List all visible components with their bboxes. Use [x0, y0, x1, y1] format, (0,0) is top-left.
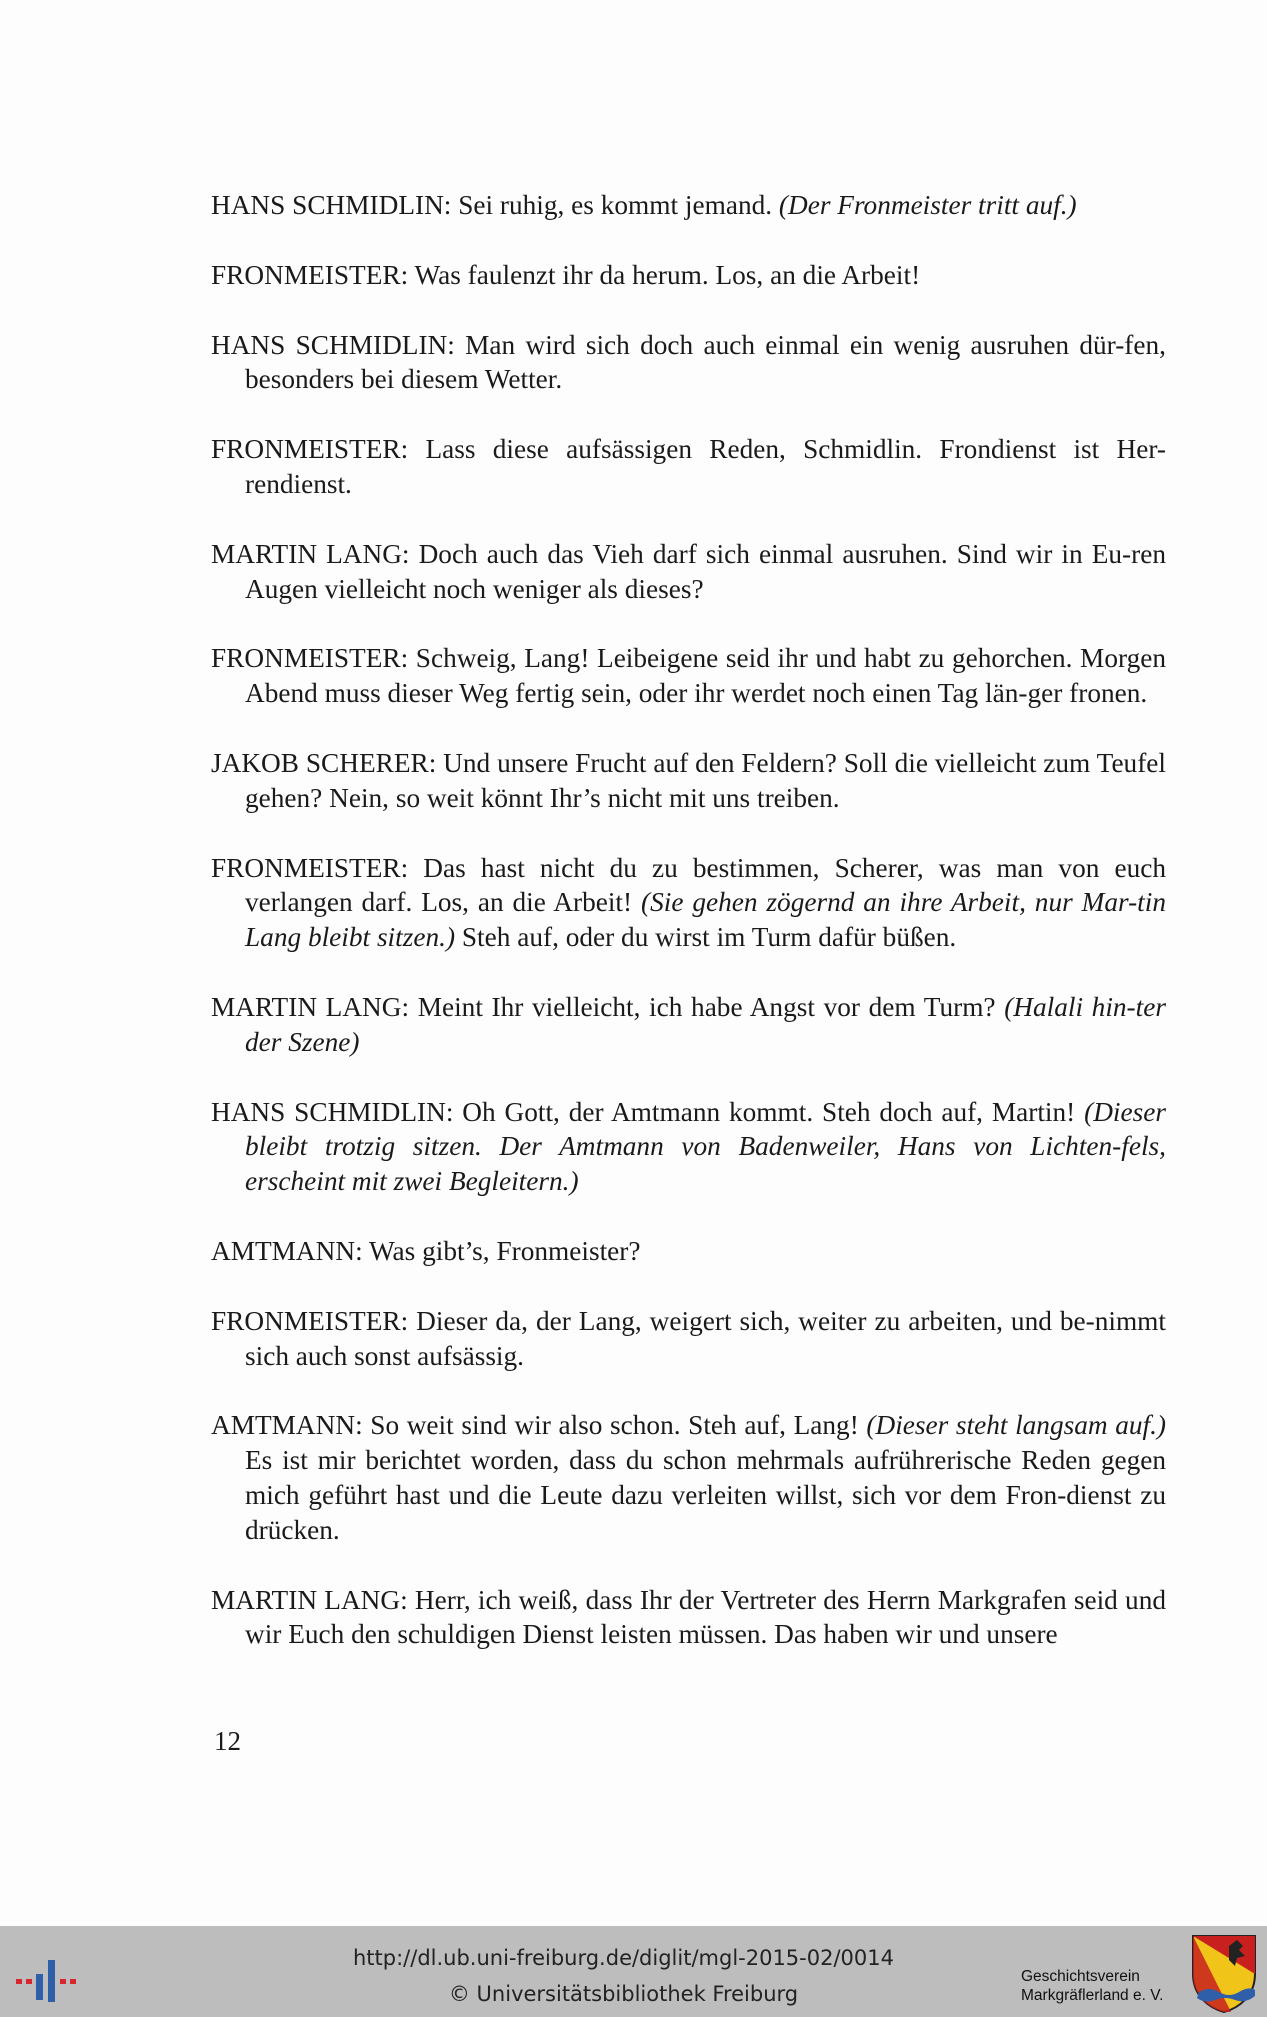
- society-name: [1021, 1967, 1163, 2005]
- stage-direction: (Der Fronmeister tritt auf.): [778, 190, 1077, 220]
- dialogue-text: FRONMEISTER: Schweig, Lang! Leibeigene seid ihr und habt zu gehorchen. Morgen Abend muss dieser Weg fertig sein, oder ihr werdet noch einen Tag län-ger fronen.: [211, 643, 1166, 709]
- dialogue-text: HANS SCHMIDLIN: Man wird sich doch auch einmal ein wenig ausruhen dür-fen, besonders bei diesem Wetter.: [211, 329, 1166, 395]
- dialogue-paragraph: [211, 746, 1166, 816]
- footer-bar: [0, 1926, 1267, 2017]
- dialogue-text: Es ist mir berichtet worden, dass du schon mehrmals aufrührerische Reden gegen mich geführt hast und die Leute dazu verleiten willst, sich vor dem Fron-dienst zu drücken.: [245, 1445, 1166, 1545]
- society-line-1: Geschichtsverein: [1021, 1968, 1140, 1985]
- dialogue-text: MARTIN LANG: Doch auch das Vieh darf sich einmal ausruhen. Sind wir in Eu-ren Augen vielleicht noch weniger als dieses?: [211, 538, 1166, 604]
- dialogue-paragraph: [211, 432, 1166, 502]
- dialogue-paragraph: [211, 537, 1166, 607]
- page-number: 12: [214, 1726, 241, 1756]
- dialogue-paragraph: [211, 328, 1166, 398]
- dialogue-paragraph: [211, 1408, 1166, 1547]
- dialogue-paragraph: [211, 258, 1166, 293]
- dialogue-text: AMTMANN: Was gibt’s, Fronmeister?: [211, 1235, 641, 1266]
- stage-direction: (Sie gehen zögernd an ihre Arbeit, nur Mar-tin Lang bleibt sitzen.): [245, 887, 1166, 953]
- dialogue-text: HANS SCHMIDLIN: Oh Gott, der Amtmann kommt. Steh doch auf, Martin!: [211, 1096, 1085, 1127]
- dialogue-paragraph: [211, 1234, 1166, 1269]
- dialogue-text: HANS SCHMIDLIN: Sei ruhig, es kommt jemand.: [211, 190, 779, 220]
- dialogue-text: MARTIN LANG: Meint Ihr vielleicht, ich habe Angst vor dem Turm?: [211, 991, 1005, 1022]
- dialogue-text: FRONMEISTER: Was faulenzt ihr da herum. Los, an die Arbeit!: [211, 259, 921, 290]
- dialogue-text: AMTMANN: So weit sind wir also schon. Steh auf, Lang!: [211, 1410, 867, 1441]
- dialogue-paragraph: [211, 641, 1166, 711]
- dialogue-text: FRONMEISTER: Das hast nicht du zu bestimmen, Scherer, was man von euch verlangen darf. Los, an die Arbeit!: [211, 852, 1166, 918]
- coat-of-arms-icon: [1191, 1934, 1257, 2014]
- society-line-2: Markgräflerland e. V.: [1021, 1987, 1164, 2004]
- dialogue-paragraph: [211, 1095, 1166, 1199]
- dialogue-paragraph: [211, 1304, 1166, 1374]
- dialogue-paragraph: [211, 990, 1166, 1060]
- stage-direction: (Halali hin-ter der Szene): [245, 991, 1166, 1057]
- stage-direction: (Dieser steht langsam auf.): [866, 1410, 1167, 1441]
- dialogue-paragraph: [211, 851, 1166, 955]
- dialogue-text: FRONMEISTER: Lass diese aufsässigen Reden, Schmidlin. Frondienst ist Her-rendienst.: [211, 434, 1166, 499]
- footer-copyright: © Universitätsbibliothek Freiburg: [448, 1982, 799, 2006]
- footer-url-link[interactable]: http://dl.ub.uni-freiburg.de/diglit/mgl-2015-02/0014: [352, 1946, 894, 1970]
- stage-direction: (Dieser bleibt trotzig sitzen. Der Amtmann von Badenweiler, Hans von Lichten-fels, erscheint mit zwei Begleitern.): [245, 1096, 1166, 1197]
- play-text: [211, 188, 1166, 1687]
- dialogue-text: Steh auf, oder du wirst im Turm dafür büßen.: [455, 922, 957, 953]
- dialogue-text: MARTIN LANG: Herr, ich weiß, dass Ihr der Vertreter des Herrn Markgrafen seid und wir Euch den schuldigen Dienst leisten müssen. Das haben wir und unsere: [211, 1584, 1166, 1650]
- dialogue-text: FRONMEISTER: Dieser da, der Lang, weigert sich, weiter zu arbeiten, und be-nimmt sich auch sonst aufsässig.: [211, 1305, 1166, 1371]
- dialogue-paragraph: [211, 1583, 1166, 1653]
- dialogue-paragraph: [211, 188, 1166, 223]
- dialogue-text: JAKOB SCHERER: Und unsere Frucht auf den Feldern? Soll die vielleicht zum Teufel gehen? Nein, so weit könnt Ihr’s nicht mit uns treiben.: [211, 747, 1166, 813]
